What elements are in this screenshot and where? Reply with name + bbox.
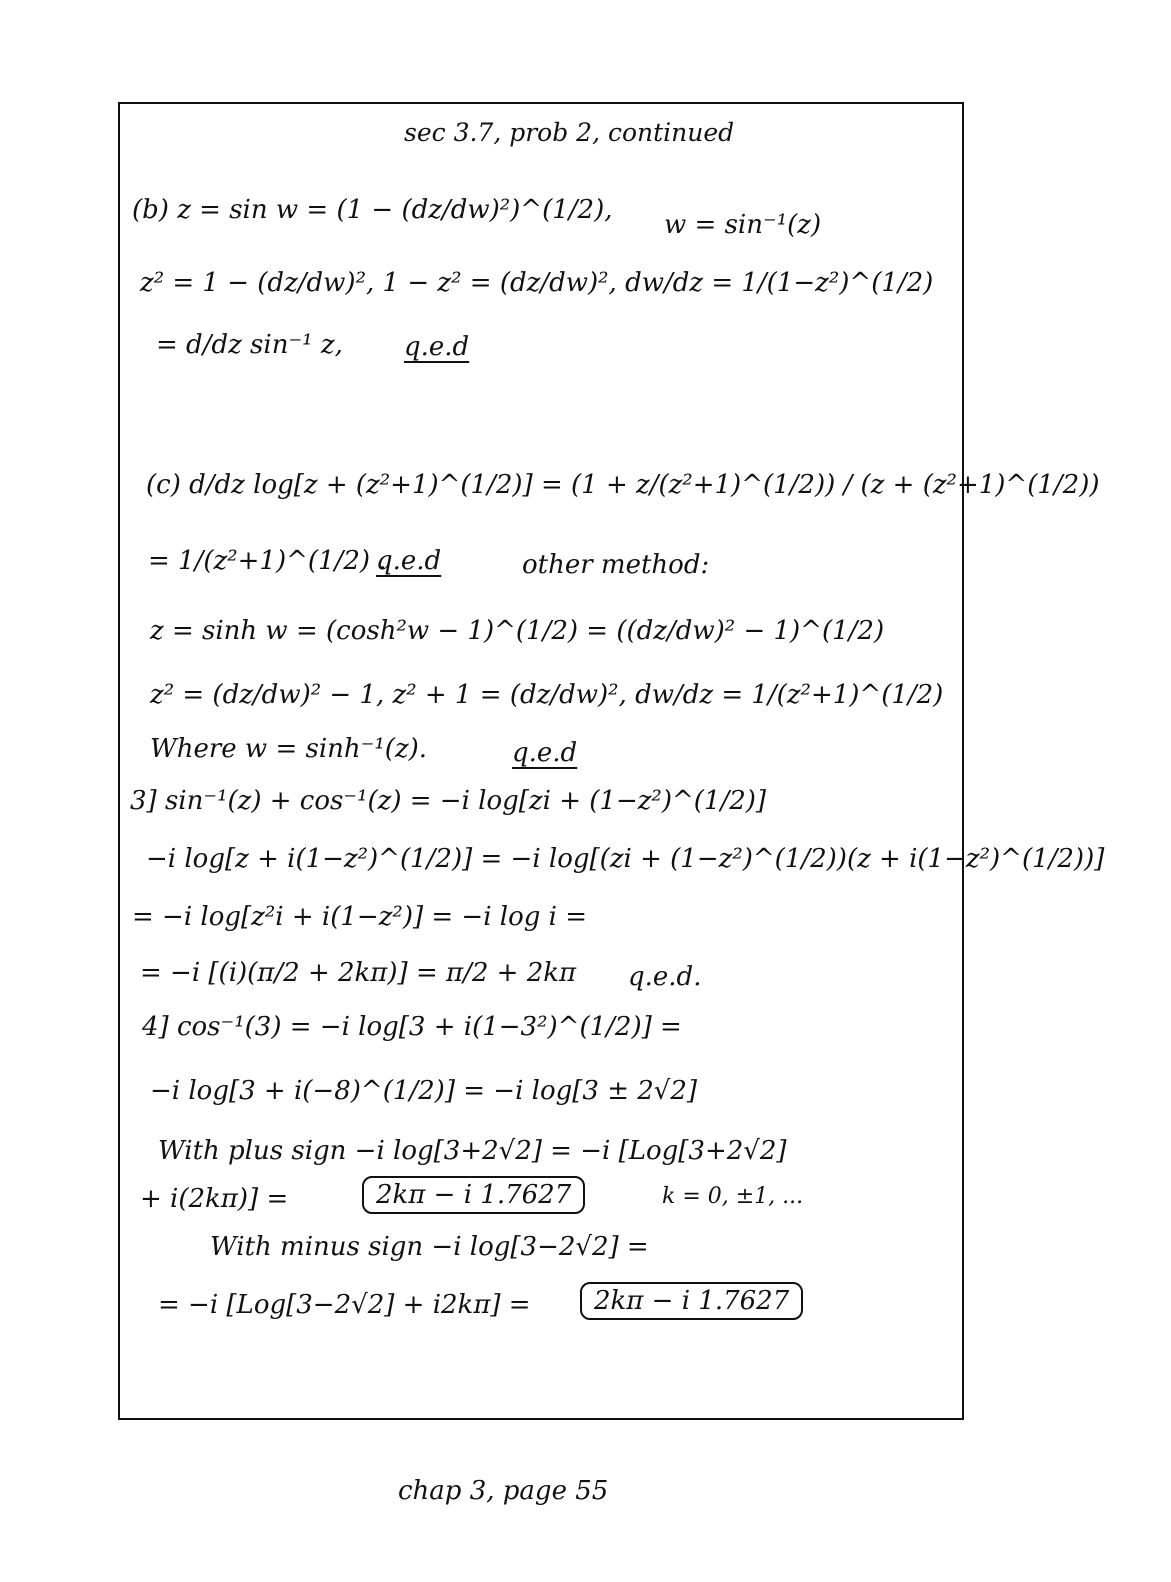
part-b-line-1-right: w = sin⁻¹(z) <box>664 210 822 240</box>
problem-3-qed: q.e.d. <box>628 962 702 992</box>
problem-4-line-1: 4] cos⁻¹(3) = −i log[3 + i(1−3²)^(1/2)] = <box>142 1012 682 1042</box>
boxed-result-minus: 2kπ − i 1.7627 <box>580 1282 803 1320</box>
part-c-line-2: = 1/(z²+1)^(1/2) . <box>148 546 387 576</box>
problem-3-line-2: −i log[z + i(1−z²)^(1/2)] = −i log[(zi + (1−z²)^(1/2))(z + i(1−z²)^(1/2))] <box>146 844 1105 874</box>
part-c-line-4: z² = (dz/dw)² − 1, z² + 1 = (dz/dw)², dw/dz = 1/(z²+1)^(1/2) <box>150 680 944 710</box>
part-c-line-3: z = sinh w = (cosh²w − 1)^(1/2) = ((dz/dw)² − 1)^(1/2) <box>150 616 885 646</box>
k-values: k = 0, ±1, ... <box>662 1184 804 1209</box>
part-b-line-2: z² = 1 − (dz/dw)², 1 − z² = (dz/dw)², dw/dz = 1/(1−z²)^(1/2) <box>140 268 934 298</box>
boxed-result-plus: 2kπ − i 1.7627 <box>362 1176 585 1214</box>
problem-4-line-3: With plus sign −i log[3+2√2] = −i [Log[3+2√2] <box>158 1136 787 1166</box>
part-c-line-1: (c) d/dz log[z + (z²+1)^(1/2)] = (1 + z/(z²+1)^(1/2)) / (z + (z²+1)^(1/2)) <box>146 470 1100 500</box>
part-c-line-5: Where w = sinh⁻¹(z). <box>150 734 428 764</box>
problem-4-line-5: With minus sign −i log[3−2√2] = <box>210 1232 649 1262</box>
problem-3-line-3: = −i log[z²i + i(1−z²)] = −i log i = <box>132 902 588 932</box>
problem-4-line-2: −i log[3 + i(−8)^(1/2)] = −i log[3 ± 2√2] <box>150 1076 698 1106</box>
problem-3-line-4: = −i [(i)(π/2 + 2kπ)] = π/2 + 2kπ <box>140 958 577 988</box>
part-b-line-3: = d/dz sin⁻¹ z, <box>156 330 343 360</box>
other-method-label: other method: <box>522 550 710 580</box>
section-header: sec 3.7, prob 2, continued <box>404 118 735 147</box>
problem-4-line-6: = −i [Log[3−2√2] + i2kπ] = <box>158 1290 531 1320</box>
part-c-qed: q.e.d <box>376 546 442 576</box>
part-c-qed-2: q.e.d <box>512 738 578 768</box>
part-b-qed: q.e.d <box>404 332 470 362</box>
page-footer: chap 3, page 55 <box>398 1476 609 1506</box>
problem-4-line-4: + i(2kπ)] = <box>140 1184 289 1214</box>
problem-3-line-1: 3] sin⁻¹(z) + cos⁻¹(z) = −i log[zi + (1−z²)^(1/2)] <box>130 786 767 816</box>
part-b-line-1: (b) z = sin w = (1 − (dz/dw)²)^(1/2), <box>132 195 613 225</box>
